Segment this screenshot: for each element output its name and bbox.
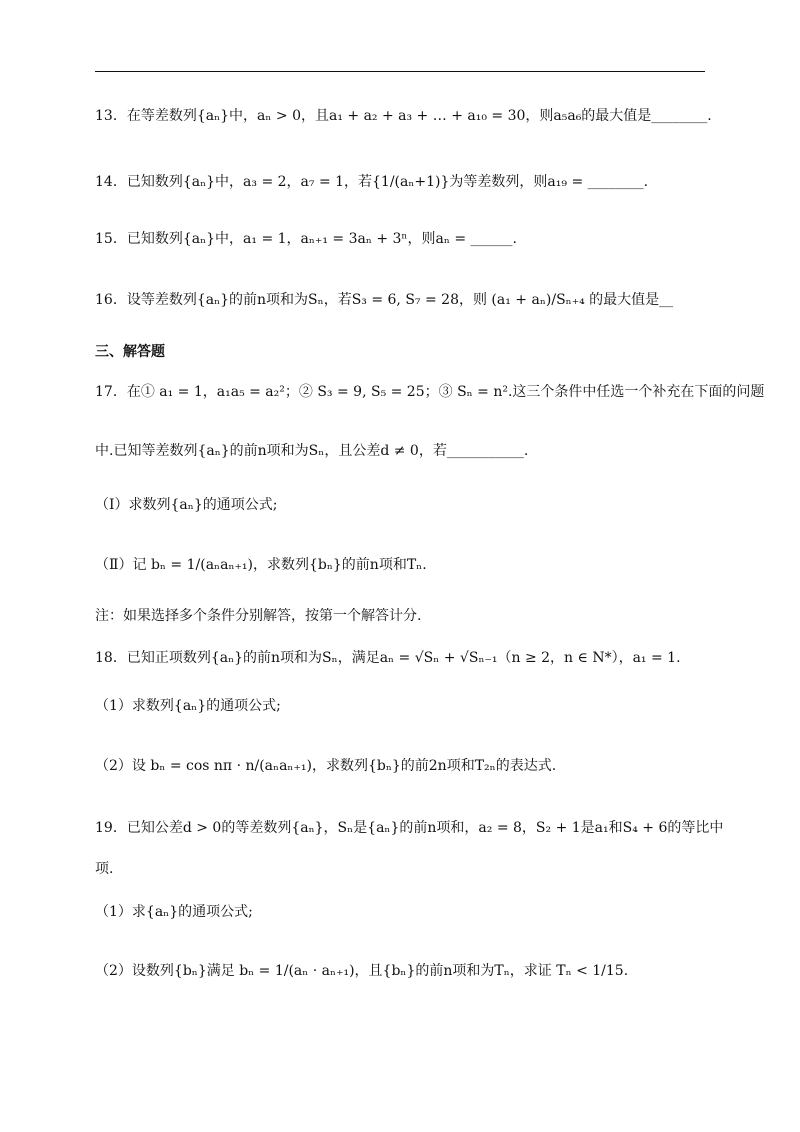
problem-17-part-1: （Ⅰ）求数列{aₙ}的通项公式; [95,497,278,513]
problem-14: 14．已知数列{aₙ}中，a₃ = 2，a₇ = 1，若{1/(aₙ+1)}为等差数列，则a₁₉ = ________. [95,174,649,190]
problem-15: 15．已知数列{aₙ}中，a₁ = 1，aₙ₊₁ = 3aₙ + 3ⁿ，则aₙ = ______. [95,231,517,247]
problem-17-part-2: （Ⅱ）记 bₙ = 1/(aₙaₙ₊₁)，求数列{bₙ}的前n项和Tₙ. [95,557,427,573]
section-heading: 三、解答题 [95,344,165,360]
problem-17-note: 注：如果选择多个条件分别解答，按第一个解答计分. [95,608,422,624]
problem-19-part-2: （2）设数列{bₙ}满足 bₙ = 1/(aₙ · aₙ₊₁)，且{bₙ}的前n项和为Tₙ，求证 Tₙ < 1/15. [95,963,629,979]
problem-19-line-1: 19．已知公差d > 0的等差数列{aₙ}，Sₙ是{aₙ}的前n项和，a₂ = 8，S₂ + 1是a₁和S₄ + 6的等比中 [95,820,724,836]
problem-19-part-1: （1）求{aₙ}的通项公式; [95,904,253,920]
header-rule [95,71,705,72]
problem-18-part-1: （1）求数列{aₙ}的通项公式; [95,698,281,714]
problem-17-line-2: 中.已知等差数列{aₙ}的前n项和为Sₙ，且公差d ≠ 0，若___________. [95,443,529,459]
problem-18-part-2: （2）设 bₙ = cos nπ · n/(aₙaₙ₊₁)，求数列{bₙ}的前2n项和T₂ₙ的表达式. [95,758,557,774]
problem-13: 13．在等差数列{aₙ}中，aₙ > 0，且a₁ + a₂ + a₃ + … + a₁₀ = 30，则a₅a₆的最大值是________. [95,108,712,124]
problem-19-line-2: 项. [95,861,114,877]
problem-16: 16．设等差数列{aₙ}的前n项和为Sₙ，若S₃ = 6, S₇ = 28，则 (a₁ + aₙ)/Sₙ₊₄ 的最大值是__ [95,292,674,308]
problem-18: 18．已知正项数列{aₙ}的前n项和为Sₙ，满足aₙ = √Sₙ + √Sₙ₋₁（n ≥ 2，n ∈ N*），a₁ = 1. [95,650,681,666]
problem-17-line-1: 17．在① a₁ = 1，a₁a₅ = a₂²；② S₃ = 9, S₅ = 25；③ Sₙ = n².这三个条件中任选一个补充在下面的问题 [95,384,765,400]
